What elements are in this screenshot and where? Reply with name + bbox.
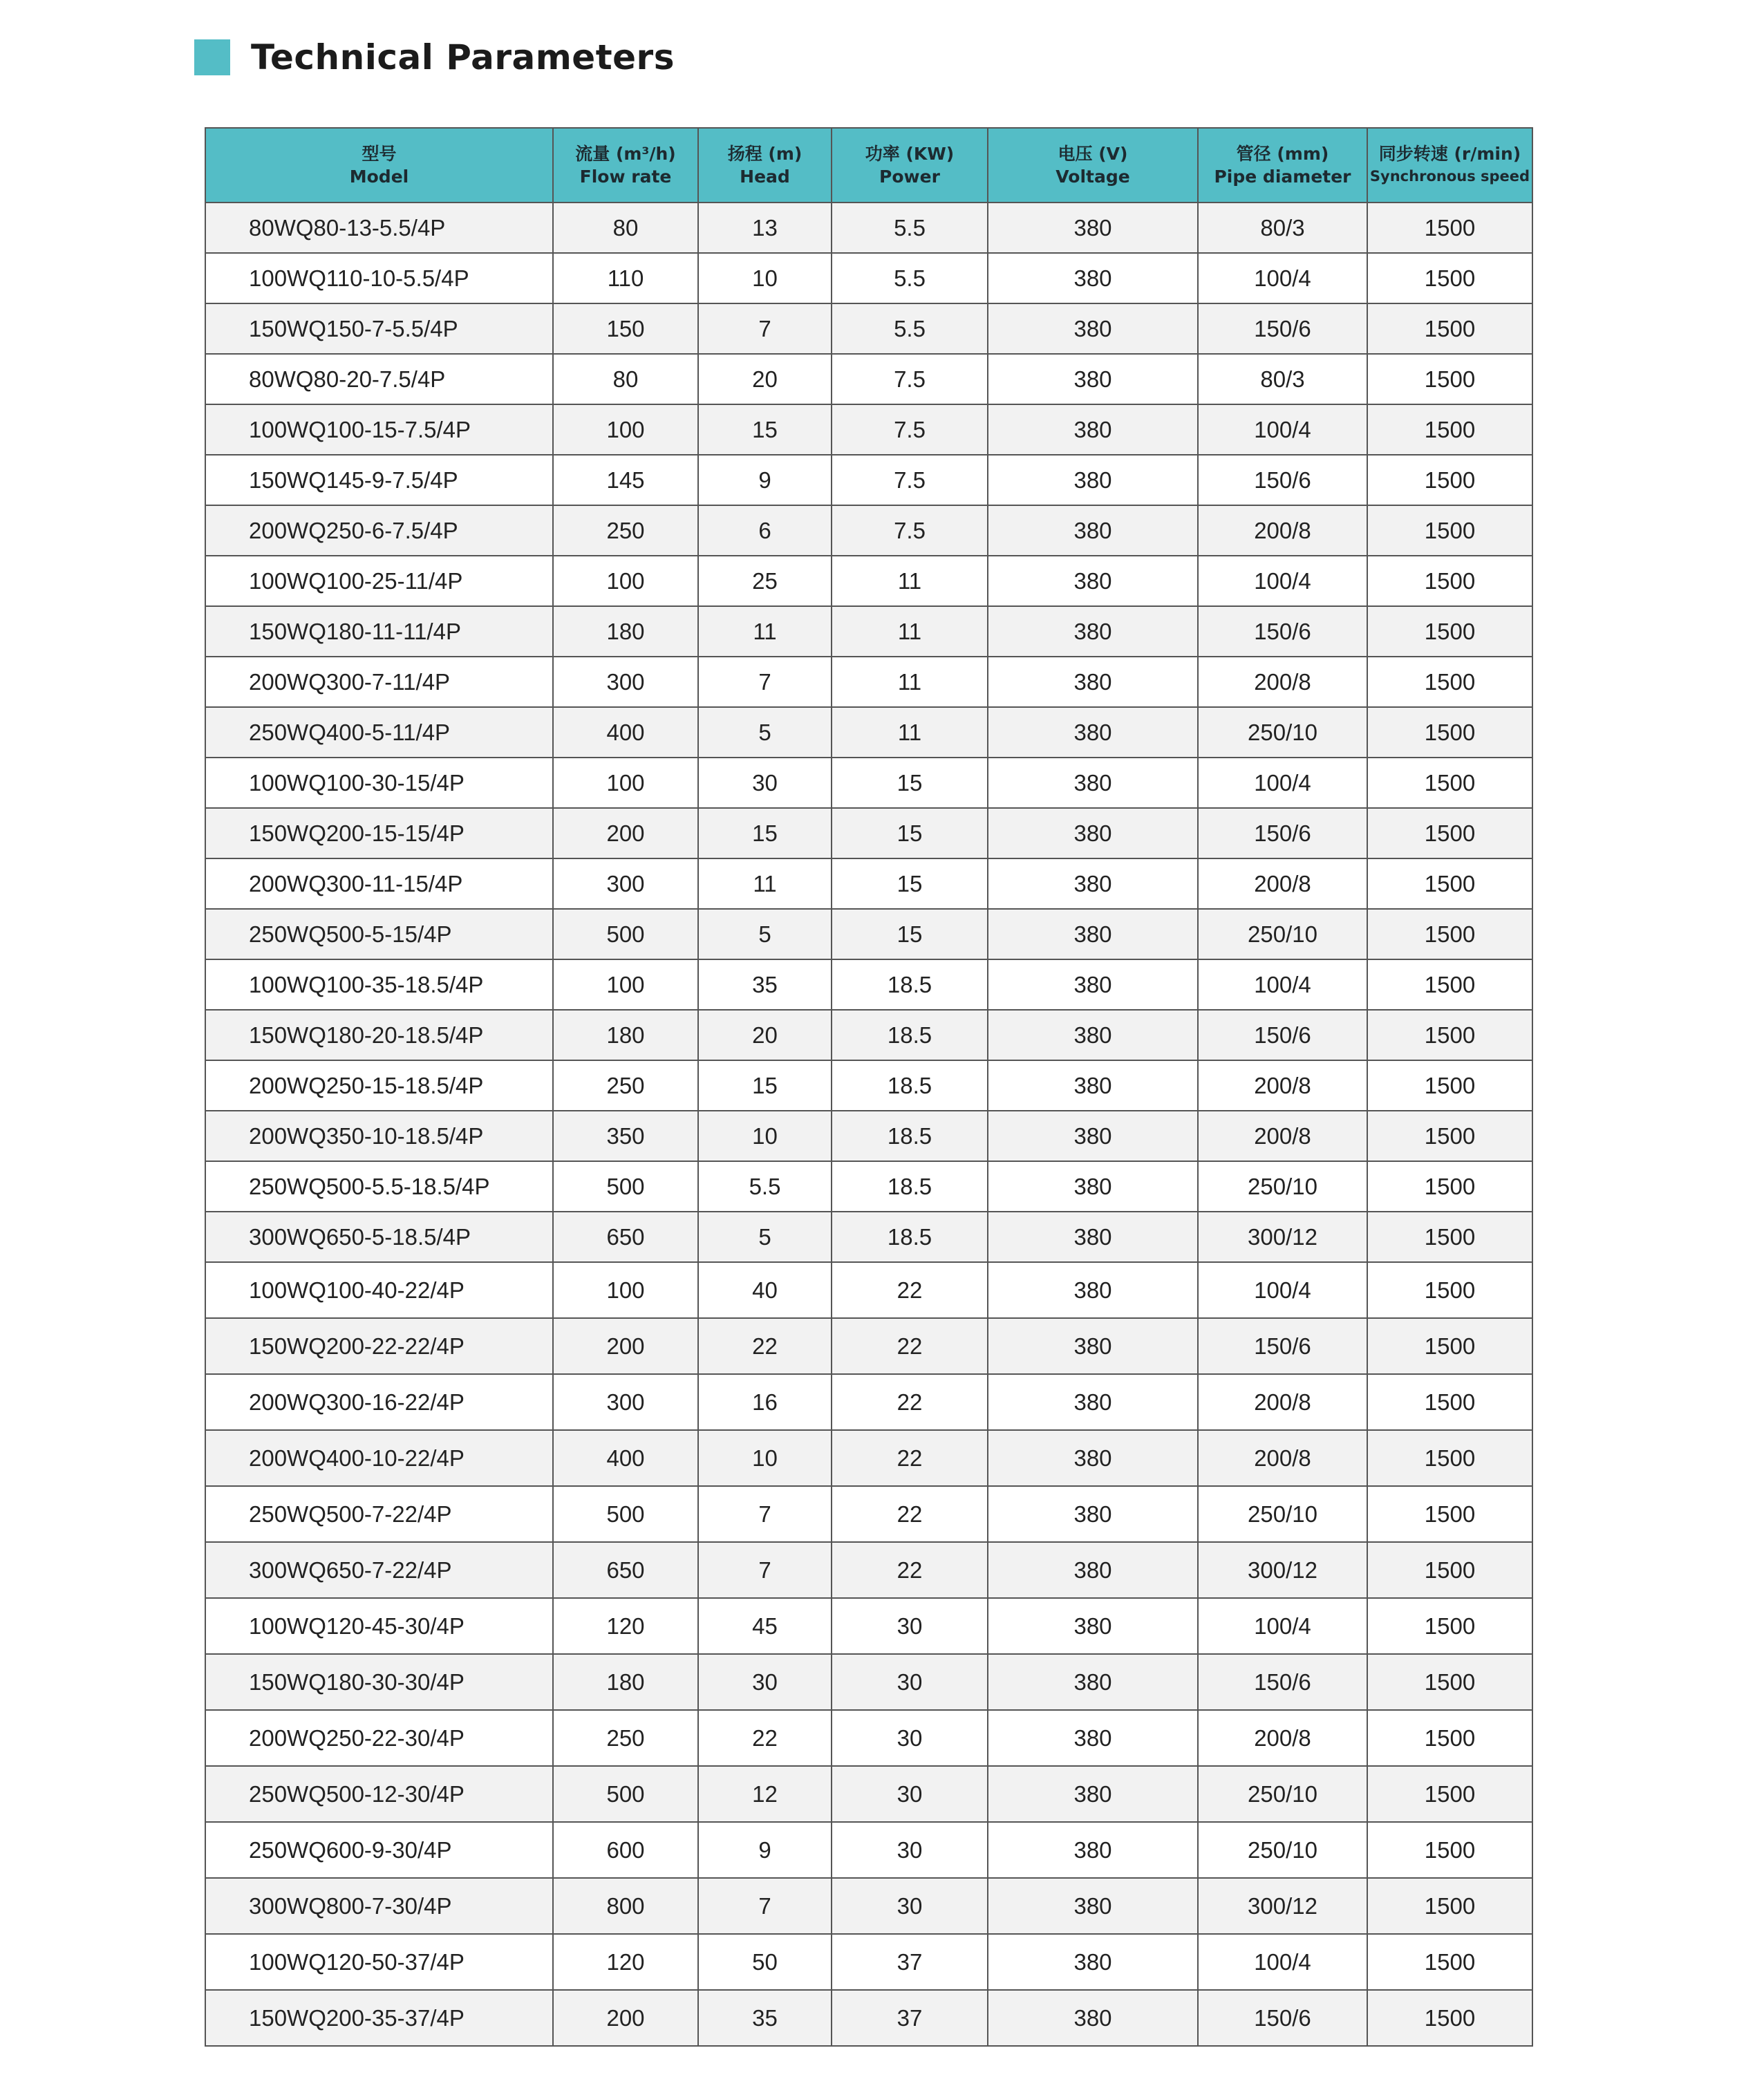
cell-power: 18.5 <box>832 959 988 1010</box>
cell-power: 15 <box>832 808 988 858</box>
cell-flow-rate: 400 <box>553 707 698 758</box>
section-header <box>194 33 675 82</box>
table-row <box>205 707 1532 758</box>
cell-model: 100WQ100-30-15/4P <box>205 758 553 808</box>
cell-voltage: 380 <box>988 1161 1198 1212</box>
cell-pipe-diameter: 200/8 <box>1198 1430 1367 1486</box>
table-row <box>205 404 1532 455</box>
cell-synchronous-speed: 1500 <box>1367 1542 1532 1598</box>
cell-model: 100WQ110-10-5.5/4P <box>205 253 553 303</box>
cell-synchronous-speed: 1500 <box>1367 1262 1532 1318</box>
cell-flow-rate: 100 <box>553 959 698 1010</box>
cell-flow-rate: 300 <box>553 657 698 707</box>
cell-head: 15 <box>698 404 832 455</box>
table-row <box>205 1766 1532 1822</box>
cell-voltage: 380 <box>988 1542 1198 1598</box>
cell-power: 5.5 <box>832 303 988 354</box>
cell-model: 300WQ650-7-22/4P <box>205 1542 553 1598</box>
cell-pipe-diameter: 100/4 <box>1198 556 1367 606</box>
cell-model: 250WQ500-12-30/4P <box>205 1766 553 1822</box>
cell-voltage: 380 <box>988 1766 1198 1822</box>
table-row <box>205 505 1532 556</box>
cell-voltage: 380 <box>988 1934 1198 1990</box>
cell-pipe-diameter: 100/4 <box>1198 1934 1367 1990</box>
cell-voltage: 380 <box>988 1111 1198 1161</box>
cell-pipe-diameter: 200/8 <box>1198 1111 1367 1161</box>
cell-power: 7.5 <box>832 404 988 455</box>
cell-flow-rate: 250 <box>553 505 698 556</box>
cell-head: 11 <box>698 858 832 909</box>
cell-flow-rate: 650 <box>553 1212 698 1262</box>
cell-model: 150WQ180-11-11/4P <box>205 606 553 657</box>
table-row <box>205 455 1532 505</box>
cell-head: 7 <box>698 1542 832 1598</box>
cell-head: 20 <box>698 354 832 404</box>
column-header-model: 型号 Model <box>205 128 553 203</box>
table-row <box>205 354 1532 404</box>
cell-model: 150WQ150-7-5.5/4P <box>205 303 553 354</box>
cell-pipe-diameter: 300/12 <box>1198 1878 1367 1934</box>
cell-voltage: 380 <box>988 303 1198 354</box>
table-header-row <box>205 128 1532 203</box>
cell-head: 7 <box>698 657 832 707</box>
cell-flow-rate: 145 <box>553 455 698 505</box>
cell-pipe-diameter: 300/12 <box>1198 1212 1367 1262</box>
cell-synchronous-speed: 1500 <box>1367 354 1532 404</box>
cell-flow-rate: 180 <box>553 1010 698 1060</box>
cell-head: 40 <box>698 1262 832 1318</box>
cell-power: 22 <box>832 1542 988 1598</box>
cell-synchronous-speed: 1500 <box>1367 1822 1532 1878</box>
cell-synchronous-speed: 1500 <box>1367 1212 1532 1262</box>
cell-head: 5 <box>698 1212 832 1262</box>
cell-head: 5 <box>698 707 832 758</box>
cell-model: 80WQ80-20-7.5/4P <box>205 354 553 404</box>
cell-pipe-diameter: 250/10 <box>1198 1766 1367 1822</box>
cell-head: 30 <box>698 758 832 808</box>
cell-flow-rate: 100 <box>553 1262 698 1318</box>
cell-head: 5.5 <box>698 1161 832 1212</box>
cell-model: 200WQ250-6-7.5/4P <box>205 505 553 556</box>
cell-model: 150WQ180-20-18.5/4P <box>205 1010 553 1060</box>
cell-flow-rate: 80 <box>553 354 698 404</box>
cell-voltage: 380 <box>988 1710 1198 1766</box>
cell-pipe-diameter: 80/3 <box>1198 203 1367 253</box>
cell-flow-rate: 500 <box>553 909 698 959</box>
cell-pipe-diameter: 150/6 <box>1198 1990 1367 2046</box>
cell-head: 22 <box>698 1318 832 1374</box>
cell-head: 15 <box>698 1060 832 1111</box>
cell-head: 12 <box>698 1766 832 1822</box>
cell-model: 300WQ800-7-30/4P <box>205 1878 553 1934</box>
cell-synchronous-speed: 1500 <box>1367 203 1532 253</box>
cell-synchronous-speed: 1500 <box>1367 858 1532 909</box>
cell-pipe-diameter: 150/6 <box>1198 1318 1367 1374</box>
cell-pipe-diameter: 100/4 <box>1198 404 1367 455</box>
cell-model: 100WQ100-15-7.5/4P <box>205 404 553 455</box>
column-header-flow-rate: 流量 (m³/h) Flow rate <box>553 128 698 203</box>
cell-head: 30 <box>698 1654 832 1710</box>
cell-flow-rate: 800 <box>553 1878 698 1934</box>
cell-head: 7 <box>698 1486 832 1542</box>
cell-power: 7.5 <box>832 354 988 404</box>
cell-flow-rate: 120 <box>553 1598 698 1654</box>
cell-power: 22 <box>832 1374 988 1430</box>
cell-head: 20 <box>698 1010 832 1060</box>
cell-model: 100WQ100-35-18.5/4P <box>205 959 553 1010</box>
cell-pipe-diameter: 250/10 <box>1198 707 1367 758</box>
cell-synchronous-speed: 1500 <box>1367 455 1532 505</box>
cell-head: 5 <box>698 909 832 959</box>
cell-power: 18.5 <box>832 1161 988 1212</box>
cell-voltage: 380 <box>988 253 1198 303</box>
cell-flow-rate: 150 <box>553 303 698 354</box>
cell-synchronous-speed: 1500 <box>1367 959 1532 1010</box>
cell-power: 22 <box>832 1430 988 1486</box>
cell-model: 250WQ500-5.5-18.5/4P <box>205 1161 553 1212</box>
cell-voltage: 380 <box>988 1374 1198 1430</box>
cell-voltage: 380 <box>988 354 1198 404</box>
cell-model: 80WQ80-13-5.5/4P <box>205 203 553 253</box>
cell-power: 7.5 <box>832 505 988 556</box>
cell-model: 250WQ500-7-22/4P <box>205 1486 553 1542</box>
cell-model: 250WQ400-5-11/4P <box>205 707 553 758</box>
cell-head: 45 <box>698 1598 832 1654</box>
cell-model: 250WQ500-5-15/4P <box>205 909 553 959</box>
cell-pipe-diameter: 200/8 <box>1198 1060 1367 1111</box>
cell-pipe-diameter: 80/3 <box>1198 354 1367 404</box>
column-header-synchronous-speed: 同步转速 (r/min) Synchronous speed <box>1367 128 1532 203</box>
cell-synchronous-speed: 1500 <box>1367 1060 1532 1111</box>
cell-model: 200WQ250-15-18.5/4P <box>205 1060 553 1111</box>
table-row <box>205 1161 1532 1212</box>
table-row <box>205 1374 1532 1430</box>
cell-voltage: 380 <box>988 858 1198 909</box>
table-row <box>205 657 1532 707</box>
cell-voltage: 380 <box>988 758 1198 808</box>
cell-voltage: 380 <box>988 959 1198 1010</box>
cell-power: 30 <box>832 1654 988 1710</box>
table-row <box>205 1212 1532 1262</box>
cell-model: 150WQ180-30-30/4P <box>205 1654 553 1710</box>
cell-power: 7.5 <box>832 455 988 505</box>
cell-flow-rate: 80 <box>553 203 698 253</box>
cell-head: 16 <box>698 1374 832 1430</box>
cell-synchronous-speed: 1500 <box>1367 303 1532 354</box>
cell-synchronous-speed: 1500 <box>1367 606 1532 657</box>
cell-flow-rate: 200 <box>553 808 698 858</box>
table-row <box>205 959 1532 1010</box>
cell-synchronous-speed: 1500 <box>1367 1934 1532 1990</box>
cell-pipe-diameter: 200/8 <box>1198 657 1367 707</box>
cell-voltage: 380 <box>988 1060 1198 1111</box>
cell-power: 30 <box>832 1878 988 1934</box>
cell-synchronous-speed: 1500 <box>1367 1111 1532 1161</box>
cell-head: 7 <box>698 1878 832 1934</box>
cell-power: 11 <box>832 657 988 707</box>
cell-power: 30 <box>832 1598 988 1654</box>
cell-flow-rate: 250 <box>553 1710 698 1766</box>
column-header-voltage: 电压 (V) Voltage <box>988 128 1198 203</box>
table-row <box>205 556 1532 606</box>
cell-flow-rate: 500 <box>553 1486 698 1542</box>
cell-voltage: 380 <box>988 1878 1198 1934</box>
table-row <box>205 1430 1532 1486</box>
page-title: Technical Parameters <box>251 37 675 77</box>
cell-power: 22 <box>832 1262 988 1318</box>
cell-synchronous-speed: 1500 <box>1367 909 1532 959</box>
table-row <box>205 1060 1532 1111</box>
table-row <box>205 1486 1532 1542</box>
cell-pipe-diameter: 100/4 <box>1198 253 1367 303</box>
cell-head: 35 <box>698 1990 832 2046</box>
cell-head: 10 <box>698 253 832 303</box>
table-row <box>205 1654 1532 1710</box>
table-row <box>205 253 1532 303</box>
cell-head: 9 <box>698 455 832 505</box>
cell-synchronous-speed: 1500 <box>1367 556 1532 606</box>
cell-voltage: 380 <box>988 1598 1198 1654</box>
cell-voltage: 380 <box>988 1262 1198 1318</box>
cell-power: 18.5 <box>832 1010 988 1060</box>
cell-synchronous-speed: 1500 <box>1367 1766 1532 1822</box>
cell-pipe-diameter: 150/6 <box>1198 455 1367 505</box>
cell-synchronous-speed: 1500 <box>1367 1710 1532 1766</box>
table-row <box>205 1878 1532 1934</box>
cell-voltage: 380 <box>988 1822 1198 1878</box>
title-square-icon <box>194 39 230 75</box>
cell-pipe-diameter: 200/8 <box>1198 858 1367 909</box>
cell-model: 200WQ400-10-22/4P <box>205 1430 553 1486</box>
cell-power: 37 <box>832 1990 988 2046</box>
cell-synchronous-speed: 1500 <box>1367 1318 1532 1374</box>
cell-model: 200WQ300-7-11/4P <box>205 657 553 707</box>
cell-pipe-diameter: 150/6 <box>1198 1010 1367 1060</box>
cell-synchronous-speed: 1500 <box>1367 1430 1532 1486</box>
cell-head: 6 <box>698 505 832 556</box>
cell-pipe-diameter: 250/10 <box>1198 1161 1367 1212</box>
cell-model: 100WQ100-25-11/4P <box>205 556 553 606</box>
cell-head: 15 <box>698 808 832 858</box>
cell-power: 11 <box>832 556 988 606</box>
cell-power: 18.5 <box>832 1212 988 1262</box>
cell-flow-rate: 200 <box>553 1318 698 1374</box>
table-row <box>205 858 1532 909</box>
cell-model: 150WQ145-9-7.5/4P <box>205 455 553 505</box>
cell-power: 30 <box>832 1822 988 1878</box>
cell-power: 18.5 <box>832 1111 988 1161</box>
cell-voltage: 380 <box>988 1318 1198 1374</box>
cell-synchronous-speed: 1500 <box>1367 758 1532 808</box>
cell-model: 200WQ350-10-18.5/4P <box>205 1111 553 1161</box>
cell-flow-rate: 180 <box>553 606 698 657</box>
cell-pipe-diameter: 150/6 <box>1198 303 1367 354</box>
cell-synchronous-speed: 1500 <box>1367 1990 1532 2046</box>
cell-flow-rate: 400 <box>553 1430 698 1486</box>
cell-flow-rate: 650 <box>553 1542 698 1598</box>
cell-model: 250WQ600-9-30/4P <box>205 1822 553 1878</box>
cell-voltage: 380 <box>988 505 1198 556</box>
cell-model: 200WQ300-16-22/4P <box>205 1374 553 1430</box>
cell-synchronous-speed: 1500 <box>1367 1486 1532 1542</box>
cell-pipe-diameter: 150/6 <box>1198 1654 1367 1710</box>
cell-head: 25 <box>698 556 832 606</box>
cell-synchronous-speed: 1500 <box>1367 808 1532 858</box>
cell-synchronous-speed: 1500 <box>1367 253 1532 303</box>
cell-pipe-diameter: 250/10 <box>1198 1822 1367 1878</box>
table-row <box>205 1111 1532 1161</box>
cell-synchronous-speed: 1500 <box>1367 505 1532 556</box>
cell-power: 30 <box>832 1766 988 1822</box>
cell-pipe-diameter: 250/10 <box>1198 1486 1367 1542</box>
cell-voltage: 380 <box>988 1010 1198 1060</box>
cell-pipe-diameter: 100/4 <box>1198 1598 1367 1654</box>
cell-pipe-diameter: 250/10 <box>1198 909 1367 959</box>
cell-model: 150WQ200-15-15/4P <box>205 808 553 858</box>
cell-voltage: 380 <box>988 606 1198 657</box>
cell-pipe-diameter: 150/6 <box>1198 808 1367 858</box>
cell-pipe-diameter: 200/8 <box>1198 1374 1367 1430</box>
table-row <box>205 1318 1532 1374</box>
cell-voltage: 380 <box>988 808 1198 858</box>
table-row <box>205 1542 1532 1598</box>
table-row <box>205 1934 1532 1990</box>
cell-voltage: 380 <box>988 657 1198 707</box>
cell-model: 100WQ120-50-37/4P <box>205 1934 553 1990</box>
table-body <box>205 203 1532 2046</box>
cell-synchronous-speed: 1500 <box>1367 657 1532 707</box>
cell-model: 200WQ250-22-30/4P <box>205 1710 553 1766</box>
cell-head: 22 <box>698 1710 832 1766</box>
cell-flow-rate: 600 <box>553 1822 698 1878</box>
table-row <box>205 808 1532 858</box>
cell-head: 7 <box>698 303 832 354</box>
cell-pipe-diameter: 150/6 <box>1198 606 1367 657</box>
cell-model: 150WQ200-35-37/4P <box>205 1990 553 2046</box>
cell-voltage: 380 <box>988 707 1198 758</box>
cell-flow-rate: 350 <box>553 1111 698 1161</box>
cell-synchronous-speed: 1500 <box>1367 404 1532 455</box>
column-header-pipe-diameter: 管径 (mm) Pipe diameter <box>1198 128 1367 203</box>
table-row <box>205 1710 1532 1766</box>
cell-power: 22 <box>832 1318 988 1374</box>
cell-model: 300WQ650-5-18.5/4P <box>205 1212 553 1262</box>
column-header-power: 功率 (KW) Power <box>832 128 988 203</box>
cell-power: 22 <box>832 1486 988 1542</box>
cell-voltage: 380 <box>988 1212 1198 1262</box>
cell-pipe-diameter: 300/12 <box>1198 1542 1367 1598</box>
cell-synchronous-speed: 1500 <box>1367 1598 1532 1654</box>
cell-head: 10 <box>698 1430 832 1486</box>
cell-flow-rate: 100 <box>553 404 698 455</box>
table-row <box>205 1990 1532 2046</box>
cell-synchronous-speed: 1500 <box>1367 1878 1532 1934</box>
cell-model: 150WQ200-22-22/4P <box>205 1318 553 1374</box>
cell-flow-rate: 110 <box>553 253 698 303</box>
table-row <box>205 758 1532 808</box>
cell-flow-rate: 120 <box>553 1934 698 1990</box>
cell-power: 37 <box>832 1934 988 1990</box>
cell-flow-rate: 250 <box>553 1060 698 1111</box>
cell-power: 30 <box>832 1710 988 1766</box>
cell-voltage: 380 <box>988 203 1198 253</box>
cell-model: 100WQ100-40-22/4P <box>205 1262 553 1318</box>
table-row <box>205 1010 1532 1060</box>
cell-model: 100WQ120-45-30/4P <box>205 1598 553 1654</box>
cell-flow-rate: 200 <box>553 1990 698 2046</box>
table-row <box>205 203 1532 253</box>
cell-voltage: 380 <box>988 1430 1198 1486</box>
cell-flow-rate: 500 <box>553 1766 698 1822</box>
cell-pipe-diameter: 100/4 <box>1198 959 1367 1010</box>
column-header-head: 扬程 (m) Head <box>698 128 832 203</box>
cell-power: 18.5 <box>832 1060 988 1111</box>
cell-synchronous-speed: 1500 <box>1367 1010 1532 1060</box>
cell-voltage: 380 <box>988 404 1198 455</box>
cell-voltage: 380 <box>988 556 1198 606</box>
cell-synchronous-speed: 1500 <box>1367 1161 1532 1212</box>
cell-power: 15 <box>832 758 988 808</box>
cell-head: 35 <box>698 959 832 1010</box>
cell-flow-rate: 100 <box>553 758 698 808</box>
cell-head: 9 <box>698 1822 832 1878</box>
cell-flow-rate: 500 <box>553 1161 698 1212</box>
cell-model: 200WQ300-11-15/4P <box>205 858 553 909</box>
cell-synchronous-speed: 1500 <box>1367 1374 1532 1430</box>
table-row <box>205 303 1532 354</box>
technical-parameters-table <box>205 127 1533 2047</box>
cell-power: 11 <box>832 707 988 758</box>
cell-voltage: 380 <box>988 455 1198 505</box>
cell-voltage: 380 <box>988 1990 1198 2046</box>
cell-voltage: 380 <box>988 909 1198 959</box>
cell-power: 11 <box>832 606 988 657</box>
cell-power: 5.5 <box>832 203 988 253</box>
table-row <box>205 606 1532 657</box>
table-row <box>205 1262 1532 1318</box>
cell-head: 50 <box>698 1934 832 1990</box>
cell-power: 5.5 <box>832 253 988 303</box>
cell-head: 11 <box>698 606 832 657</box>
cell-pipe-diameter: 100/4 <box>1198 758 1367 808</box>
cell-pipe-diameter: 200/8 <box>1198 505 1367 556</box>
cell-flow-rate: 100 <box>553 556 698 606</box>
cell-flow-rate: 180 <box>553 1654 698 1710</box>
cell-flow-rate: 300 <box>553 1374 698 1430</box>
cell-pipe-diameter: 200/8 <box>1198 1710 1367 1766</box>
cell-head: 13 <box>698 203 832 253</box>
table-row <box>205 909 1532 959</box>
cell-flow-rate: 300 <box>553 858 698 909</box>
table-row <box>205 1598 1532 1654</box>
cell-voltage: 380 <box>988 1654 1198 1710</box>
cell-synchronous-speed: 1500 <box>1367 1654 1532 1710</box>
cell-power: 15 <box>832 909 988 959</box>
cell-synchronous-speed: 1500 <box>1367 707 1532 758</box>
cell-head: 10 <box>698 1111 832 1161</box>
cell-power: 15 <box>832 858 988 909</box>
cell-voltage: 380 <box>988 1486 1198 1542</box>
table-row <box>205 1822 1532 1878</box>
cell-pipe-diameter: 100/4 <box>1198 1262 1367 1318</box>
